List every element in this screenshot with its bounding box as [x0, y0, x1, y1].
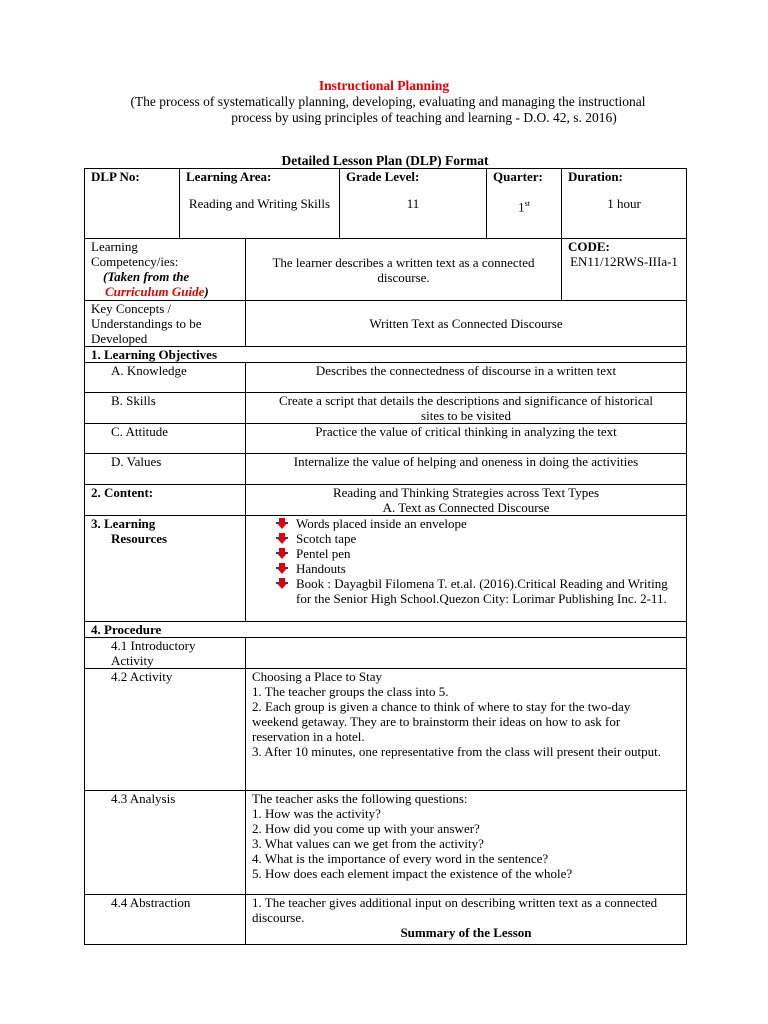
analysis-line: 3. What values can we get from the activity?	[252, 836, 484, 851]
key-concepts-value: Written Text as Connected Discourse	[369, 316, 563, 331]
arrow-bullet-icon	[276, 518, 288, 529]
grade-level-value: 11	[406, 196, 420, 211]
resources-list	[252, 516, 676, 606]
content-line2: A. Text as Connected Discourse	[382, 500, 550, 515]
activity-line: 1. The teacher groups the class into 5.	[252, 684, 449, 699]
arrow-bullet-icon	[276, 563, 288, 574]
list-item	[276, 546, 676, 561]
procedure-intro-content	[246, 638, 687, 669]
curriculum-guide-text: Curriculum Guide	[105, 284, 205, 299]
competency-label-line2: Competency/ies:	[91, 254, 179, 269]
arrow-bullet-icon	[276, 533, 288, 544]
analysis-line: The teacher asks the following questions:	[252, 791, 468, 806]
resource-text: Book : Dayagbil Filomena T. et.al. (2016).Critical Reading and Writing for the Senior High School.Quezon City: Lorimar Publishing Inc. 2-11.	[296, 576, 668, 606]
dlp-no-cell	[85, 169, 180, 239]
duration-label: Duration:	[568, 169, 623, 184]
arrow-bullet-icon	[276, 548, 288, 559]
page-subtitle-line1: (The process of systematically planning, developing, evaluating and managing the instructional	[130, 94, 646, 109]
objective-label: A. Knowledge	[85, 363, 246, 393]
list-item	[276, 516, 676, 531]
procedure-row-analysis	[85, 791, 687, 895]
objective-value: Practice the value of critical thinking in analyzing the text	[246, 424, 687, 454]
analysis-line: 4. What is the importance of every word in the sentence?	[252, 851, 549, 866]
procedure-analysis-content	[246, 791, 687, 895]
objective-row-attitude	[85, 424, 687, 454]
taken-from-text: (Taken from the	[103, 269, 190, 284]
procedure-row-intro	[85, 638, 687, 669]
header-row	[85, 169, 687, 239]
lesson-plan-table	[84, 168, 687, 945]
content-label: 2. Content:	[85, 485, 246, 516]
competency-value-cell	[246, 239, 562, 301]
procedure-heading: 4. Procedure	[85, 622, 687, 638]
taken-from-note	[91, 269, 239, 284]
quarter-label: Quarter:	[493, 169, 543, 184]
objective-value: Internalize the value of helping and oneness in doing the activities	[246, 454, 687, 485]
close-paren-text: )	[204, 284, 209, 299]
procedure-label: 4.2 Activity	[85, 669, 246, 791]
duration-value: 1 hour	[607, 196, 641, 211]
resources-row	[85, 516, 687, 622]
analysis-line: 1. How was the activity?	[252, 806, 381, 821]
objective-label: D. Values	[85, 454, 246, 485]
duration-cell	[562, 169, 687, 239]
resource-text: Scotch tape	[296, 531, 357, 546]
activity-line: Choosing a Place to Stay	[252, 669, 382, 684]
page-subtitle-line2: process by using principles of teaching and learning - D.O. 42, s. 2016)	[231, 110, 617, 125]
resource-text: Handouts	[296, 561, 346, 576]
content-row	[85, 485, 687, 516]
curriculum-guide-note	[91, 284, 239, 299]
key-concepts-value-cell	[246, 301, 687, 347]
activity-line: 3. After 10 minutes, one representative from the class will present their output.	[252, 744, 662, 759]
arrow-bullet-icon	[276, 578, 288, 589]
analysis-line: 5. How does each element impact the existence of the whole?	[252, 866, 573, 881]
competency-label-line1: Learning	[91, 239, 138, 254]
list-item	[276, 531, 676, 546]
key-concepts-label: Key Concepts / Understandings to be Developed	[91, 301, 202, 346]
procedure-heading-row	[85, 622, 687, 638]
list-item	[276, 561, 676, 576]
objectives-heading-row	[85, 347, 687, 363]
resource-text: Words placed inside an envelope	[296, 516, 467, 531]
objective-row-skills	[85, 393, 687, 424]
objective-row-knowledge	[85, 363, 687, 393]
quarter-value: 1	[518, 199, 525, 215]
competency-value: The learner describes a written text as a connected discourse.	[272, 255, 535, 285]
quarter-suffix: st	[524, 199, 530, 208]
objective-value: Describes the connectedness of discourse in a written text	[246, 363, 687, 393]
content-value-cell	[246, 485, 687, 516]
procedure-abstraction-content	[246, 895, 687, 945]
learning-area-label: Learning Area:	[186, 169, 272, 184]
code-cell	[562, 239, 687, 301]
competency-label-cell	[85, 239, 246, 301]
dlp-no-label: DLP No:	[91, 169, 140, 184]
document-header	[0, 78, 768, 126]
code-value: EN11/12RWS-IIIa-1	[570, 254, 678, 269]
analysis-line: 2. How did you come up with your answer?	[252, 821, 480, 836]
grade-level-label: Grade Level:	[346, 169, 420, 184]
dlp-format-title: Detailed Lesson Plan (DLP) Format	[281, 153, 489, 168]
grade-level-cell	[340, 169, 487, 239]
key-concepts-label-cell	[85, 301, 246, 347]
quarter-value-wrap	[493, 196, 555, 214]
resources-label-cell	[85, 516, 246, 622]
competency-row	[85, 239, 687, 301]
content-line1: Reading and Thinking Strategies across Text Types	[332, 485, 600, 500]
code-label: CODE:	[568, 239, 610, 254]
learning-area-cell	[180, 169, 340, 239]
procedure-label: 4.1 Introductory Activity	[85, 638, 246, 669]
abstraction-text: 1. The teacher gives additional input on describing written text as a connected discourse.	[252, 895, 658, 925]
procedure-label: 4.4 Abstraction	[85, 895, 246, 945]
objective-label: C. Attitude	[85, 424, 246, 454]
resources-label-line2: Resources	[111, 531, 168, 546]
resources-list-cell	[246, 516, 687, 622]
list-item	[276, 576, 676, 606]
objectives-heading: 1. Learning Objectives	[85, 347, 687, 363]
procedure-activity-content	[246, 669, 687, 791]
objective-label: B. Skills	[85, 393, 246, 424]
quarter-cell	[487, 169, 562, 239]
summary-title: Summary of the Lesson	[400, 925, 532, 940]
objective-row-values	[85, 454, 687, 485]
procedure-label: 4.3 Analysis	[85, 791, 246, 895]
procedure-row-abstraction	[85, 895, 687, 945]
resource-text: Pentel pen	[296, 546, 351, 561]
procedure-row-activity	[85, 669, 687, 791]
page-title: Instructional Planning	[318, 78, 450, 93]
objective-value: Create a script that details the descriptions and significance of historical sites to be visited	[246, 393, 687, 424]
resources-label-line1: 3. Learning	[91, 516, 156, 531]
activity-line: 2. Each group is given a chance to think of where to stay for the two-day weekend getaway. They are to brainstorm their ideas on how to ask for reservation in a hotel.	[252, 699, 631, 744]
key-concepts-row	[85, 301, 687, 347]
learning-area-value: Reading and Writing Skills	[188, 196, 331, 211]
